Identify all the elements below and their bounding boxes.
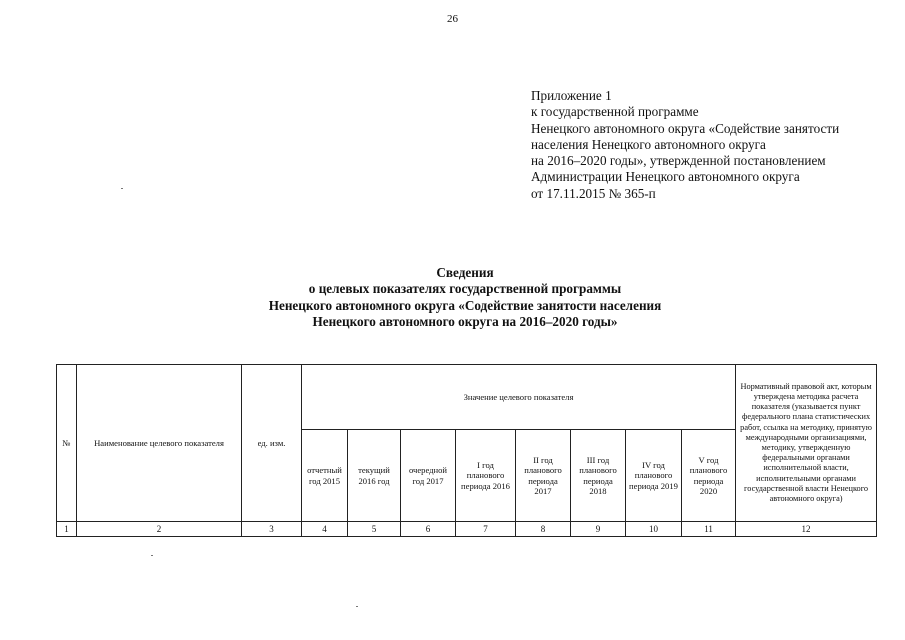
document-title [160, 265, 770, 330]
title-line: Ненецкого автономного округа на 2016–2020 годы» [312, 313, 618, 329]
subheader-plan-year-1: I год планового периода 2016 [456, 430, 516, 522]
column-number: 9 [571, 522, 626, 537]
title-line: о целевых показателях государственной программы [308, 281, 622, 297]
column-number: 3 [242, 522, 302, 537]
header-indicator-name: Наименование целевого показателя [77, 365, 242, 522]
scan-speck [151, 555, 153, 556]
appendix-line: Приложение 1 [531, 88, 612, 103]
page-number: 26 [447, 13, 458, 25]
column-number: 5 [348, 522, 401, 537]
appendix-note [531, 88, 891, 202]
header-legal-act: Нормативный правовой акт, которым утверждена методика расчета показателя (указывается пункт федерального плана статистических работ, ссылка на методику, принятую международными организациями, методику, утвержденную федеральными органами исполнительной власти, исполнительными органами государственной власти Ненецкого автономного округа) [736, 365, 877, 522]
column-number: 12 [736, 522, 877, 537]
header-value-group: Значение целевого показателя [302, 365, 736, 430]
column-number-row [57, 522, 877, 537]
column-number: 1 [57, 522, 77, 537]
header-num: № [57, 365, 77, 522]
subheader-next-year: очередной год 2017 [401, 430, 456, 522]
appendix-line: к государственной программе [531, 104, 699, 120]
title-line: Ненецкого автономного округа «Содействие занятости населения [268, 297, 662, 313]
subheader-plan-year-3: III год планового периода 2018 [571, 430, 626, 522]
header-unit: ед. изм. [242, 365, 302, 522]
column-number: 7 [456, 522, 516, 537]
column-number: 6 [401, 522, 456, 537]
appendix-line: на 2016–2020 годы», утвержденной постановлением [531, 153, 826, 169]
subheader-current-year: текущий 2016 год [348, 430, 401, 522]
appendix-line: населения Ненецкого автономного округа [531, 136, 766, 152]
subheader-reporting-year: отчетный год 2015 [302, 430, 348, 522]
header-row-top [57, 365, 877, 430]
subheader-plan-year-5: V год планового периода 2020 [682, 430, 736, 522]
indicators-table [56, 364, 877, 537]
title-line: Сведения [436, 265, 494, 280]
column-number: 11 [682, 522, 736, 537]
subheader-plan-year-2: II год планового периода 2017 [516, 430, 571, 522]
appendix-line: Ненецкого автономного округа «Содействие занятости [531, 120, 840, 136]
appendix-line: Администрации Ненецкого автономного округа [531, 169, 800, 185]
subheader-plan-year-4: IV год планового периода 2019 [626, 430, 682, 522]
appendix-line: от 17.11.2015 № 365-п [531, 185, 656, 201]
scan-speck [121, 188, 123, 189]
column-number: 10 [626, 522, 682, 537]
column-number: 8 [516, 522, 571, 537]
column-number: 4 [302, 522, 348, 537]
scan-speck [356, 606, 358, 607]
column-number: 2 [77, 522, 242, 537]
